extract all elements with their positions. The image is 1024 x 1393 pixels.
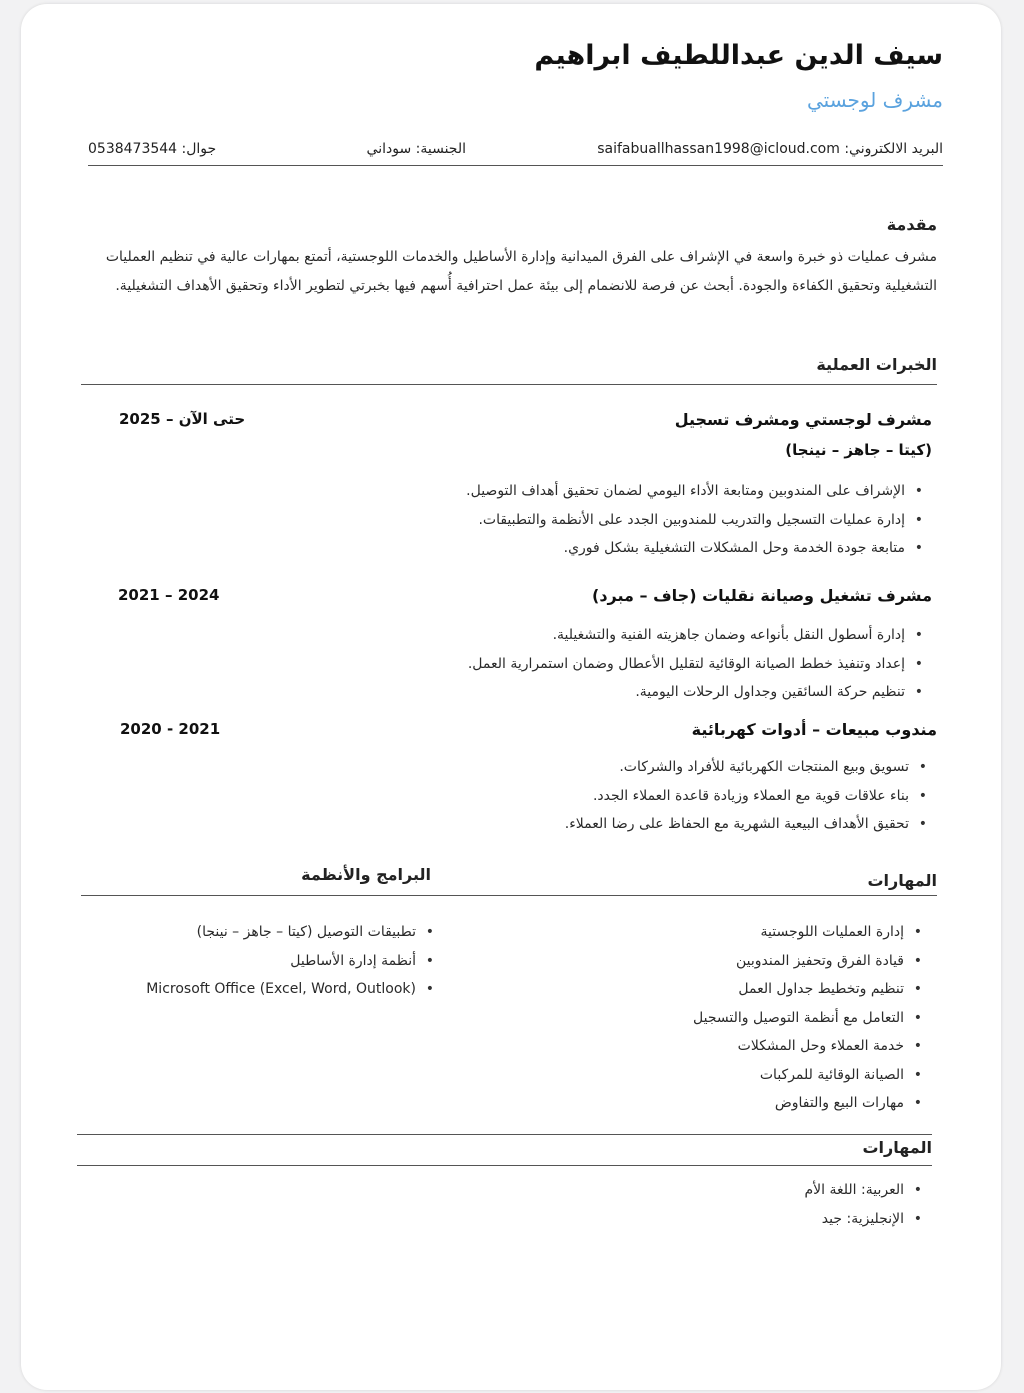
experience-title: الخبرات العملية — [816, 355, 937, 374]
contact-email: البريد الالكتروني: saifabuallhassan1998@icloud.com — [597, 141, 943, 157]
job-1-subtitle: (كيتا – جاهز – نينجا) — [785, 441, 932, 459]
list-item: • الصيانة الوقائية للمركبات — [693, 1061, 924, 1090]
software-title: البرامج والأنظمة — [301, 865, 431, 884]
list-item: • تحقيق الأهداف البيعية الشهرية مع الحفاظ على رضا العملاء. — [565, 810, 929, 839]
languages-divider — [77, 1165, 932, 1166]
skills-list — [693, 918, 924, 1118]
list-item: • تسويق وبيع المنتجات الكهربائية للأفراد والشركات. — [565, 753, 929, 782]
experience-divider — [81, 384, 937, 385]
job-role: مشرف لوجستي — [806, 88, 943, 112]
software-list — [146, 918, 436, 1004]
job-1-date: 2025 – حتى الآن — [119, 410, 246, 428]
intro-text: مشرف عمليات ذو خبرة واسعة في الإشراف على الفرق الميدانية وإدارة الأساطيل والخدمات اللوجستية، أتمتع بمهارات عالية في تنظيم العمليات التشغيلية وتحقيق الكفاءة والجودة. أبحث عن فرصة للانضمام إلى بيئة عمل احترافية أُسهم فيها بخبرتي لتطوير الأداء وتحقيق الأهداف التشغيلية. — [105, 249, 937, 294]
list-item: • إعداد وتنفيذ خطط الصيانة الوقائية لتقليل الأعطال وضمان استمرارية العمل. — [468, 650, 925, 679]
job-2-bullets — [468, 621, 925, 707]
list-item: • إدارة العمليات اللوجستية — [693, 918, 924, 947]
job-2-date: 2021 – 2024 — [118, 586, 220, 604]
list-item: • تنظيم حركة السائقين وجداول الرحلات اليومية. — [468, 678, 925, 707]
list-item: • التعامل مع أنظمة التوصيل والتسجيل — [693, 1004, 924, 1033]
list-item: • الإنجليزية: جيد — [805, 1205, 924, 1234]
resume-page — [21, 4, 1001, 1390]
list-item: • العربية: اللغة الأم — [805, 1176, 924, 1205]
languages-list — [805, 1176, 924, 1233]
skills-title: المهارات — [867, 871, 937, 890]
list-item: • إدارة عمليات التسجيل والتدريب للمندوبين الجدد على الأنظمة والتطبيقات. — [466, 506, 925, 535]
list-item: • بناء علاقات قوية مع العملاء وزيادة قاعدة العملاء الجدد. — [565, 782, 929, 811]
candidate-name: سيف الدين عبداللطيف ابراهيم — [534, 40, 943, 71]
list-item: • خدمة العملاء وحل المشكلات — [693, 1032, 924, 1061]
languages-top-divider — [77, 1134, 932, 1135]
header-divider — [88, 165, 943, 166]
job-1-title: مشرف لوجستي ومشرف تسجيل — [674, 410, 932, 429]
list-item: • إدارة أسطول النقل بأنواعه وضمان جاهزيته الفنية والتشغيلية. — [468, 621, 925, 650]
list-item — [146, 975, 436, 1004]
list-item: • مهارات البيع والتفاوض — [693, 1089, 924, 1118]
skills-divider — [81, 895, 937, 896]
job-3-bullets — [565, 753, 929, 839]
list-item: • قيادة الفرق وتحفيز المندوبين — [693, 947, 924, 976]
ms-office-text: Microsoft Office (Excel, Word, Outlook) — [146, 981, 416, 997]
job-3-date: 2020 - 2021 — [120, 720, 221, 738]
languages-title: المهارات — [862, 1138, 932, 1157]
job-1-bullets — [466, 477, 925, 563]
contact-phone: جوال: 0538473544 — [88, 141, 217, 157]
intro-title: مقدمة — [886, 215, 937, 234]
job-3-title: مندوب مبيعات – أدوات كهربائية — [691, 720, 937, 739]
list-item: • متابعة جودة الخدمة وحل المشكلات التشغيلية بشكل فوري. — [466, 534, 925, 563]
list-item: • تنظيم وتخطيط جداول العمل — [693, 975, 924, 1004]
list-item: • تطبيقات التوصيل (كيتا – جاهز – نينجا) — [146, 918, 436, 947]
contact-nationality: الجنسية: سوداني — [366, 141, 466, 157]
job-2-title: مشرف تشغيل وصيانة نقليات (جاف – مبرد) — [592, 586, 932, 605]
list-item: • الإشراف على المندوبين ومتابعة الأداء اليومي لضمان تحقيق أهداف التوصيل. — [466, 477, 925, 506]
list-item: • أنظمة إدارة الأساطيل — [146, 947, 436, 976]
